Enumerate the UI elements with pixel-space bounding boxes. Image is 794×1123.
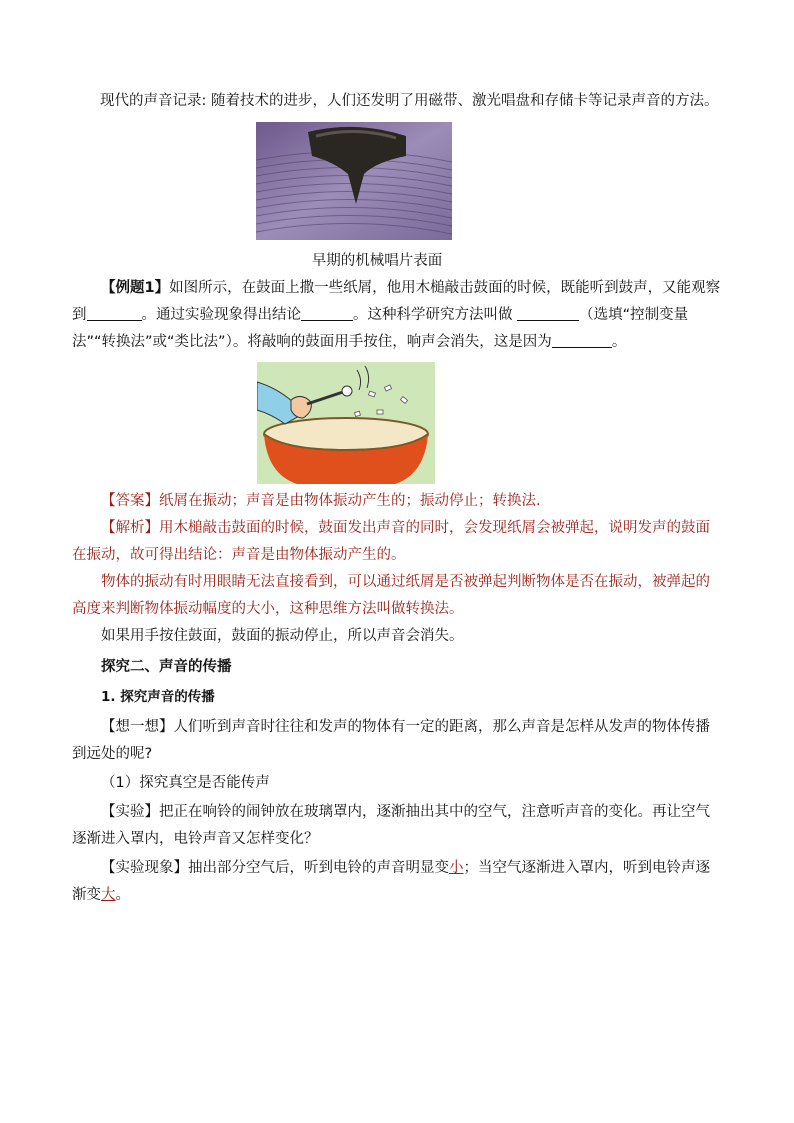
analysis-label: 【解析】 — [101, 520, 159, 536]
analysis-paragraph-1 — [72, 515, 722, 569]
phenomenon-text-c: 。 — [115, 887, 130, 903]
document-page — [72, 88, 722, 909]
experiment-paragraph — [72, 799, 722, 853]
example1-text-a: 如图所示，在鼓面上撒一些纸屑，他用木槌敲击鼓面的时候，既能听到鼓声，又能观察到 — [72, 280, 721, 323]
phenomenon-label: 【实验现象】 — [101, 860, 188, 876]
item1-paragraph: （1）探究真空是否能传声 — [101, 775, 270, 791]
experiment-text: 把正在响铃的闹钟放在玻璃罩内，逐渐抽出其中的空气，注意听声音的变化。再让空气逐渐进入罩内，电铃声音又怎样变化？ — [72, 804, 710, 847]
example1-blank-3[interactable] — [517, 305, 579, 321]
record-surface-image — [256, 122, 452, 240]
example1-text-f: 。 — [611, 334, 627, 350]
answer-text: 纸屑在振动；声音是由物体振动产生的；振动停止；转换法. — [159, 493, 541, 509]
answer-label: 【答案】 — [101, 493, 159, 509]
phenomenon-text-b: ；当空气逐渐进入罩内，听到电铃声逐渐变 — [72, 860, 710, 903]
analysis-paragraph-2: 物体的振动有时用眼睛无法直接看到，可以通过纸屑是否被弹起判断物体是否在振动，被弹起的高度来判断物体振动幅度的大小，这种思维方法叫做转换法。 — [72, 574, 710, 617]
experiment-label: 【实验】 — [101, 804, 159, 820]
record-figure-caption: 早期的机械唱片表面 — [311, 253, 443, 269]
example1-text-c: 。这种科学研究方法叫做 — [353, 307, 513, 323]
example1-blank-1[interactable] — [87, 305, 142, 321]
example1-blank-4[interactable] — [552, 332, 612, 348]
phenomenon-word-large: 大 — [101, 887, 116, 903]
sub1-title: 1. 探究声音的传播 — [101, 689, 215, 705]
phenomenon-word-small: 小 — [449, 860, 464, 876]
analysis-text-1: 用木槌敲击鼓面的时候，鼓面发出声音的同时，会发现纸屑会被弹起，说明发声的鼓面在振动，故可得出结论：声音是由物体振动产生的。 — [72, 520, 710, 563]
record-figure — [256, 122, 452, 240]
answer-paragraph — [72, 488, 722, 515]
example1-paragraph — [72, 275, 722, 356]
example1-text-e: “转换法”或“类比法”）。将敲响的鼓面用手按住，响声会消失，这是因为 — [94, 334, 552, 350]
think-text: 人们听到声音时往往和发声的物体有一定的距离，那么声音是怎样从发声的物体传播到远处的呢? — [72, 719, 710, 762]
think-label: 【想一想】 — [101, 719, 174, 735]
example1-label: 【例题1】 — [101, 280, 170, 296]
drum-figure — [257, 362, 435, 484]
drum-image — [257, 362, 435, 484]
analysis-paragraph-3: 如果用手按住鼓面，鼓面的振动停止，所以声音会消失。 — [101, 628, 464, 644]
example1-text-b: 。通过实验现象得出结论 — [141, 307, 301, 323]
example1-blank-2[interactable] — [301, 305, 353, 321]
example1-text-d: （选填“控制变量法” — [72, 307, 689, 350]
think-paragraph — [72, 714, 722, 768]
intro-paragraph: 现代的声音记录: 随着技术的进步，人们还发明了用磁带、激光唱盘和存储卡等记录声音的方法。 — [100, 93, 719, 109]
phenomenon-text-a: 抽出部分空气后，听到电铃的声音明显变 — [188, 860, 449, 876]
section2-title: 探究二、声音的传播 — [101, 659, 232, 675]
phenomenon-paragraph — [72, 855, 722, 909]
